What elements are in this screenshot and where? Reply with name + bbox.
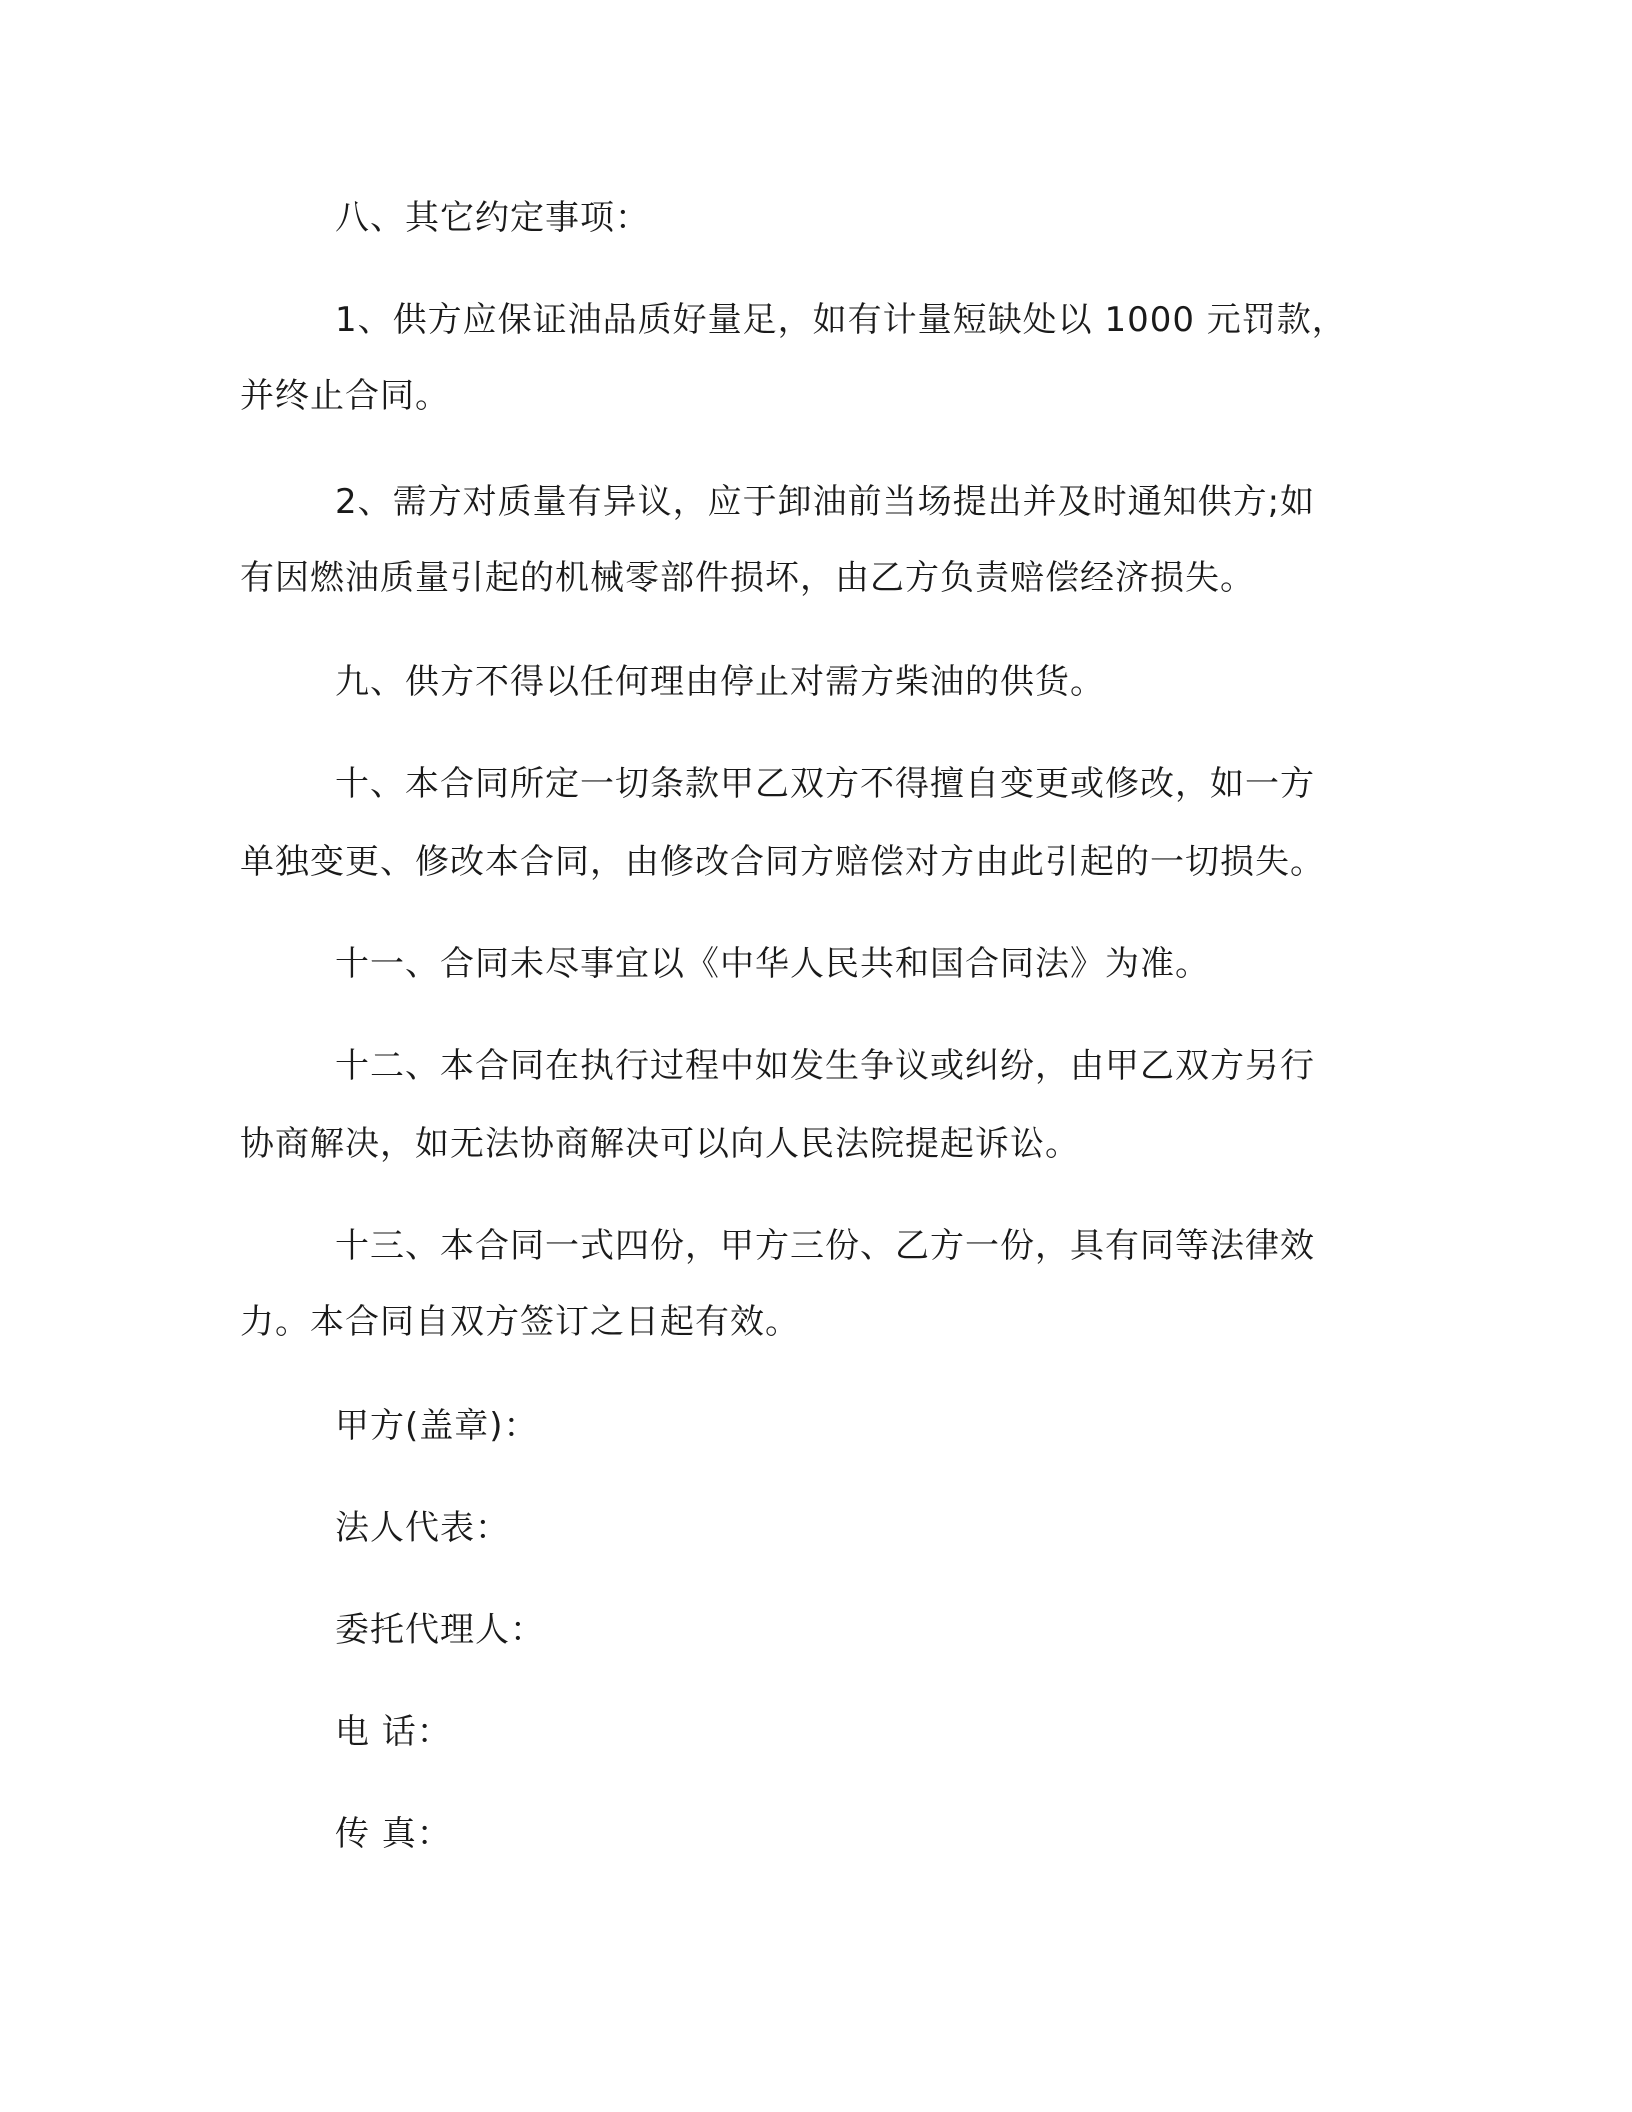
section-9: 九、供方不得以任何理由停止对需方柴油的供货。 bbox=[335, 662, 1105, 702]
section-12-line-2: 协商解决，如无法协商解决可以向人民法院提起诉讼。 bbox=[240, 1124, 1080, 1164]
clause-8-2-line-2: 有因燃油质量引起的机械零部件损坏，由乙方负责赔偿经济损失。 bbox=[240, 558, 1255, 598]
fax-label: 传 真： bbox=[335, 1814, 452, 1854]
phone-label: 电 话： bbox=[335, 1712, 452, 1752]
section-13-line-2: 力。本合同自双方签订之日起有效。 bbox=[240, 1302, 800, 1342]
clause-8-1-line-2: 并终止合同。 bbox=[240, 376, 450, 416]
legal-representative-label: 法人代表： bbox=[335, 1508, 510, 1548]
section-11: 十一、合同未尽事宜以《中华人民共和国合同法》为准。 bbox=[335, 944, 1210, 984]
party-a-seal-label: 甲方(盖章)： bbox=[335, 1406, 539, 1446]
section-12-line-1: 十二、本合同在执行过程中如发生争议或纠纷，由甲乙双方另行 bbox=[335, 1046, 1315, 1086]
section-8-heading: 八、其它约定事项： bbox=[335, 198, 650, 238]
clause-8-1-line-1: 1、供方应保证油品质好量足，如有计量短缺处以 1000 元罚款， bbox=[335, 300, 1347, 340]
section-13-line-1: 十三、本合同一式四份，甲方三份、乙方一份，具有同等法律效 bbox=[335, 1226, 1315, 1266]
section-10-line-1: 十、本合同所定一切条款甲乙双方不得擅自变更或修改，如一方 bbox=[335, 764, 1315, 804]
clause-8-2-line-1: 2、需方对质量有异议，应于卸油前当场提出并及时通知供方;如 bbox=[335, 482, 1316, 522]
authorized-agent-label: 委托代理人： bbox=[335, 1610, 545, 1650]
section-10-line-2: 单独变更、修改本合同，由修改合同方赔偿对方由此引起的一切损失。 bbox=[240, 842, 1325, 882]
